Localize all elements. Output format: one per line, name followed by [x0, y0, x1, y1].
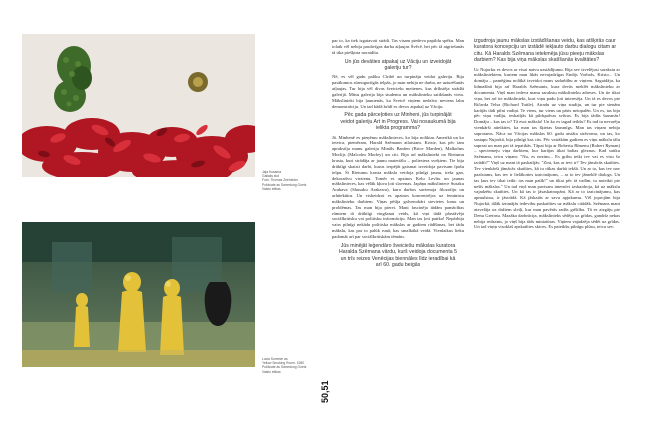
- photo2-caption: [262, 357, 306, 374]
- caption-line: Lucia Sommer as: [262, 357, 288, 361]
- caption-line: Foto: Thomas Zeeheider: [262, 178, 299, 183]
- caption-line: Gallaks stol: [262, 174, 280, 179]
- text-column-right: [474, 38, 620, 231]
- body-paragraph: Nē, es vēl gadu paliku Cīrihē un turpināju veidot galeriju. Bija pasākumos sūrnogurtīgās telpās, jo man nebija ne darba, ne uzturēšanās atļaujas. Tur bija vēl divas šveiciešu meitenes, kas drīkstēja strādāt galerijā. Mūsu galerija bija studentu un mākslinieku satikšanās vieta. Mākslinieki bija ļaunienās, ka Šveicē viņiem nedzīvo neviens labu demonstrāciju. Un tad kādā brīdī es devos atpakaļ uz Vāciju.: [332, 74, 464, 109]
- body-paragraph: Ur Nujorku es devos ar visai naivu uzstādījumu. Bija sev izvelējusi sarakstu ar māksliniekiem, kuriem man likās nevajadzīgas Endijs Vorhols, Kristo... Un domāju – pamēģinu nolūkā izveidot mans sadarbību ar viņiem. Sagaidāju, ka lidmašīnā bija arī Haralds Szēmanis, kura devās meklēt mākslinieku ar documenta. Viņš man iedeva manu sarakstu mākslinieku adreses. Un tie tikai viņa, bet arī tie mākslinieki, kuri viņu padu ļoti interesēja. Un tā es devos pie Ričarda Telsa (Richard Tuttle). Atradu uz viņa studiju, un tur pie sienām karājās tādi pilni vadiņi. Te viens, tur viens un pāris netopalēn. Un es, tas bija pēc viņu vadīju, ieskatījās kā pildspalvas svītras. Es bija tādās šausmās! Domāju – kas tas ir? Tā esot māksla! Un ko es tagad teikšu? Es tad tu nevarēju vienkārši atteikties, ka man tas šķietas šausmīgs. Man tas viņam nebija saprotams. Nāca no Vācijas mākslas 60. gadu atstāta strāvomu, un tas, ko sastapu Nujorkā, bija pilnīgi kas cits. Pēc vairākām gadiem es viņu mākslu tālu saprast un man pat tā iepatikās. Tāpat bija ar Robertu Rīmenu (Robert Ryman) – speciemeju viņa darbiem, kur karājas tikai baltas gleznas. Kad satiku Szēmanu, teicu viņam: "Nu, es nezinu... Es gribu teikt tev vai es visu šo izrādīt?" Viņš uz mani tā paskatījās: "Zini, kas ar tevi ir? Tev jāmācās skatīties. Tev vienkārši jāmācās skatīties, kā tu rūkas darbā iekšā. Un ar to, kas tev nav pazīstams, kas tev ir lielākoties izaicinājums, – ar to tev jāmeklē dialogs. Un tas ļaus tev tikai teikt: tas man patīk!" un tikai pēc tā vadīm, tu noteikti pie nešīs mākslas." Un tad viņš man pavisam intensīvi izskaidroja, kā uz mākslu vajadzētu skatīties. Un kā tas ir jāsaskatnopāni. Kā ar to izaicinājumu, kas apmulsina, ir jāstrādā. Kā jāskatās ar savu apjukumu. Vēl joprojām bija Nujorkā, tālāk izrunājās iedevibu paskatīties uz mākslu citādāk. Szēmans mani aizvelāja uz dažiem sleiļi, kur man pavērās radās grīštība. Tā es aizgāju pie Denu Greinsu. Mazāka darbnīcija, mākslinieks sēdēja uz grīdas, gandrīz nekas nebija redzams, jo viņš bija tāds miniatūras. Viņiem vajadzēja sēdēt uz grīdas. Un tad viņiņ visoklaš apskatīties skices. Es pateikšu pilnīgu plūsu, teicu sev:: [474, 66, 620, 230]
- interview-question: izgudroja jaunu mākslas izstādīšanas veidu, kas atšķirās caur kuratora koncepciju un izstādē iekļauto darbu dialogu citam ar citu. Kā Haralds Szēmana ietekmēja jūsu pieeju mākslas darbiem? Kas bija viņa mākslas skatīšanās kvalitātes?: [474, 38, 617, 64]
- interview-question: Un jūs devāties atpakaļ uz Vāciju un izveidojāt galeriju tur?: [344, 58, 452, 71]
- artwork-photo-yellow-figures: [22, 222, 255, 367]
- interview-question: Jūs minējāt leģendāro šveiciešu mākslas kuratora Haralda Szēmana vārdu, kurš veidoja documenta 5 un trīs reizes Venēcijas biennāles līdz ieradībai kā arī 60. gadu beigās: [339, 242, 457, 269]
- interview-question: Pēc gada pārceļoties uz Minheni, jūs turpinājāt veidot galeriju Art in Progress. Vai nosaukumā bija ielikta programma?: [340, 112, 456, 132]
- caption-line: Publicate as Sammlung Goetz: [262, 182, 307, 187]
- caption-line: Jaja Kusama: [262, 170, 282, 174]
- artwork-photo-red-pods: [22, 34, 255, 177]
- caption-line: Yellow Smoking Room. 1980: [262, 361, 305, 366]
- body-paragraph: par to, ka tiek izgatavoti strādi. Tas visam piedeva papildu spēku. Man tolaik vēl nebija pastāvīgas darba atļaujas Švēcē, bet pēc tā atgriešanās tā tika piešķirta noraidīta.: [332, 38, 464, 55]
- caption-line: Publicate as Sammlung Goetz: [262, 365, 307, 370]
- caption-line: Valstu etibas: [262, 186, 281, 191]
- body-paragraph: Jā. Minhenē es pieņēmu mākslinieces, ko bija noliktas Amerikā un ko ieteica, piemēram, Harald Szēmann atlaistam. Kriste, kas pēc tam aprakstīja manu galeriju Mināls Barden (Brice Marden), Malkolms Morlijs (Malcolm Morley) un citi. Bija arī mākslinieki no Rietumu krasta, kuri strādāja ar jaunu materiālu – poliestera sveķiem. Tie bija drāktīgi skaisti darbi, kurus iespējāt gaismai izveidoja pavisam īpašu telpu. Ši Rietumu krasta māksla veidoja pilnīgi jaunu, tieša gan, dekoratīvu virzienu. Tomēr es apzinos Kelu Levītu un jaunas mākslinieces, kas vēlāk kļuva ļoti slavenas. Japāņu māksliniece Susaku Arakava (Shusaku Arakawa), kura darbos savienoja filozofiju un arhitektūru. Un visbeidzot es apzinos koncentrējos uz feministu mākslinieku darbiem. Viņas pētīja galvenokārt sievietes lomu un problēmas. Tas man bija pierei. Mani fascinēja tādām pamācības rūmiem tā drāktīgi vingšanai veids, kā viņi tādā pārstāvēja sociālkritisku vai politisku informāciju. Man tas ļoti patika! Nepārbija vairs pilnīgi nekādu politiska mākslas ar gadiem rādīšanas, bet tādu mākslu, kas par to palūk runā, kas smalkākā veidā. Vienlaikus lieku padomāt arī par sociālkritiskām tēmām.: [332, 134, 464, 239]
- page-number: 50,51: [320, 380, 330, 403]
- text-column-left: [332, 38, 464, 271]
- caption-line: Valstu etibas: [262, 369, 281, 374]
- photo1-caption: [262, 170, 306, 191]
